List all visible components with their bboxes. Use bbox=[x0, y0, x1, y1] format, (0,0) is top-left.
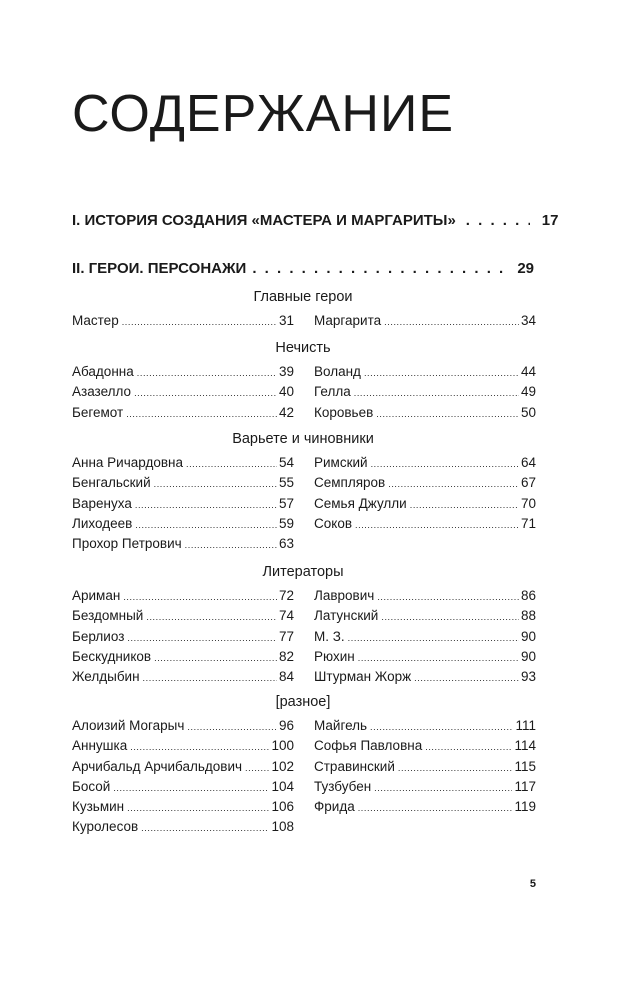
toc-entry-name: Аннушка bbox=[72, 738, 128, 754]
toc-entry-name: Арчибальд Арчибальдович bbox=[72, 758, 243, 774]
toc-entry-page: 44 bbox=[520, 364, 536, 379]
toc-entry-name: Ариман bbox=[72, 588, 121, 603]
toc-part-label: I. ИСТОРИЯ СОЗДАНИЯ «МАСТЕРА И МАРГАРИТЫ» bbox=[72, 212, 456, 229]
toc-entry-name: Фрида bbox=[314, 799, 355, 815]
toc-leader-dots bbox=[355, 515, 519, 535]
toc-leader-dots bbox=[137, 363, 277, 383]
toc-leader-dots bbox=[141, 818, 269, 838]
toc-entry-name: Анна Ричардовна bbox=[72, 455, 183, 470]
toc-leader-dots bbox=[425, 737, 512, 757]
toc-part-history[interactable] bbox=[72, 212, 559, 229]
toc-entry-page: 111 bbox=[515, 718, 536, 733]
toc-entry[interactable] bbox=[314, 382, 536, 402]
section-heading: Главные герои bbox=[253, 289, 353, 305]
toc-entry-page: 31 bbox=[278, 313, 294, 328]
toc-leader-dots bbox=[371, 454, 519, 474]
toc-leader-dots bbox=[398, 758, 513, 778]
toc-leader-dots bbox=[123, 587, 277, 607]
toc-entry-page: 67 bbox=[520, 475, 536, 491]
toc-entry-page: 90 bbox=[520, 648, 536, 664]
toc-entry-name: Стравинский bbox=[314, 758, 395, 774]
toc-entry[interactable] bbox=[72, 777, 294, 797]
toc-entry-page: 42 bbox=[278, 404, 294, 420]
toc-leader-dots bbox=[252, 260, 511, 277]
toc-entry[interactable] bbox=[72, 473, 294, 493]
toc-leader-dots bbox=[185, 535, 277, 555]
toc-entry-name: Штурман Жорж bbox=[314, 669, 412, 685]
toc-entry-name: Куролесов bbox=[72, 819, 139, 835]
toc-entry-page: 115 bbox=[514, 758, 536, 774]
toc-entry[interactable] bbox=[72, 627, 294, 647]
toc-column-right bbox=[314, 453, 536, 534]
toc-leader-dots bbox=[374, 778, 512, 798]
toc-leader-dots bbox=[348, 628, 519, 648]
toc-column-left bbox=[72, 716, 294, 838]
toc-entry-page: 77 bbox=[278, 628, 294, 644]
toc-entry[interactable] bbox=[314, 403, 536, 423]
toc-entry-name: Абадонна bbox=[72, 364, 134, 379]
toc-entry-page: 100 bbox=[271, 738, 294, 754]
toc-entry-name: Тузбубен bbox=[314, 778, 372, 794]
toc-entry-page: 49 bbox=[520, 384, 536, 400]
toc-entry-name: Мастер bbox=[72, 313, 119, 328]
toc-entry[interactable] bbox=[72, 362, 294, 382]
toc-entry-name: Гелла bbox=[314, 384, 351, 400]
toc-entry-name: Берлиоз bbox=[72, 628, 125, 644]
toc-entry-name: Рюхин bbox=[314, 648, 355, 664]
toc-entry-page: 114 bbox=[514, 738, 536, 754]
toc-entry-page: 84 bbox=[278, 669, 294, 685]
toc-entry[interactable] bbox=[72, 736, 294, 756]
toc-leader-dots bbox=[186, 454, 277, 474]
toc-entry-page: 64 bbox=[520, 455, 536, 470]
toc-leader-dots bbox=[370, 717, 513, 737]
toc-entry[interactable] bbox=[72, 757, 294, 777]
toc-leader-dots bbox=[122, 312, 277, 332]
toc-leader-dots bbox=[143, 668, 277, 688]
toc-entry-name: Бенгальский bbox=[72, 475, 151, 491]
toc-entry-page: 57 bbox=[278, 495, 294, 511]
toc-entry[interactable] bbox=[72, 606, 294, 626]
toc-entry-page: 74 bbox=[278, 608, 294, 624]
toc-entry-page: 119 bbox=[514, 799, 536, 815]
toc-leader-dots bbox=[113, 778, 269, 798]
toc-entry-name: Соков bbox=[314, 515, 352, 531]
toc-column-right bbox=[314, 586, 536, 687]
toc-leader-dots bbox=[358, 798, 513, 818]
toc-entry[interactable] bbox=[72, 647, 294, 667]
toc-entry-name: Бездомный bbox=[72, 608, 144, 624]
toc-entry-name: Лиходеев bbox=[72, 515, 133, 531]
toc-leader-dots bbox=[135, 515, 277, 535]
toc-entry-name: Лаврович bbox=[314, 588, 375, 603]
toc-entry-name: Майгель bbox=[314, 718, 368, 733]
toc-entry[interactable] bbox=[314, 647, 536, 667]
toc-leader-dots bbox=[146, 607, 277, 627]
toc-entry[interactable] bbox=[314, 736, 536, 756]
toc-leader-dots bbox=[384, 312, 519, 332]
toc-column-right bbox=[314, 362, 536, 423]
toc-entry-name: Бегемот bbox=[72, 404, 124, 420]
toc-entry[interactable] bbox=[72, 817, 294, 837]
toc-entry[interactable] bbox=[314, 777, 536, 797]
toc-entry-name: Латунский bbox=[314, 608, 379, 624]
toc-entry-name: Коровьев bbox=[314, 404, 374, 420]
toc-entry-name: Маргарита bbox=[314, 313, 382, 328]
toc-entry[interactable] bbox=[314, 311, 536, 331]
toc-part-characters[interactable] bbox=[72, 260, 534, 277]
toc-entry[interactable] bbox=[72, 494, 294, 514]
toc-leader-dots bbox=[388, 474, 519, 494]
toc-leader-dots bbox=[466, 212, 530, 229]
toc-leader-dots bbox=[414, 668, 519, 688]
toc-entry-page: 88 bbox=[520, 608, 536, 624]
toc-entry[interactable] bbox=[72, 534, 294, 554]
toc-entry[interactable] bbox=[72, 403, 294, 423]
toc-entry[interactable] bbox=[314, 494, 536, 514]
page-number: 5 bbox=[529, 878, 536, 890]
toc-column-left bbox=[72, 453, 294, 554]
toc-column-left bbox=[72, 311, 294, 331]
toc-leader-dots bbox=[358, 648, 519, 668]
toc-leader-dots bbox=[364, 363, 519, 383]
toc-entry[interactable] bbox=[314, 716, 536, 736]
toc-column-left bbox=[72, 362, 294, 423]
toc-leader-dots bbox=[127, 798, 269, 818]
toc-entry[interactable] bbox=[314, 473, 536, 493]
toc-entry-name: Бескудников bbox=[72, 648, 152, 664]
toc-entry-name: Римский bbox=[314, 455, 368, 470]
toc-entry-name: Воланд bbox=[314, 364, 361, 379]
toc-part-label: II. ГЕРОИ. ПЕРСОНАЖИ bbox=[72, 260, 247, 277]
toc-entry-page: 117 bbox=[514, 778, 536, 794]
section-heading: [разное] bbox=[275, 694, 331, 710]
toc-entry[interactable] bbox=[72, 586, 294, 606]
toc-leader-dots bbox=[127, 628, 277, 648]
toc-entry-page: 82 bbox=[278, 648, 294, 664]
section-heading: Литераторы bbox=[262, 564, 344, 580]
toc-entry[interactable] bbox=[314, 797, 536, 817]
toc-entry-page: 39 bbox=[278, 364, 294, 379]
toc-entry[interactable] bbox=[72, 716, 294, 736]
toc-entry-page: 108 bbox=[271, 819, 294, 835]
toc-leader-dots bbox=[381, 607, 519, 627]
toc-entry[interactable] bbox=[314, 453, 536, 473]
toc-entry-page: 59 bbox=[278, 515, 294, 531]
toc-entry-name: Варенуха bbox=[72, 495, 132, 511]
toc-entry-page: 71 bbox=[520, 515, 536, 531]
toc-entry[interactable] bbox=[314, 606, 536, 626]
toc-leader-dots bbox=[126, 404, 277, 424]
toc-entry-page: 104 bbox=[271, 778, 294, 794]
toc-leader-dots bbox=[154, 474, 277, 494]
toc-entry-name: М. З. bbox=[314, 628, 345, 644]
toc-entry[interactable] bbox=[314, 627, 536, 647]
toc-entry[interactable] bbox=[314, 514, 536, 534]
toc-column-right bbox=[314, 716, 536, 817]
toc-entry-page: 40 bbox=[278, 384, 294, 400]
toc-entry-page: 90 bbox=[520, 628, 536, 644]
toc-entry-page: 102 bbox=[271, 758, 294, 774]
toc-entry-page: 106 bbox=[271, 799, 294, 815]
page-title: СОДЕРЖАНИЕ bbox=[72, 85, 455, 143]
toc-leader-dots bbox=[377, 587, 519, 607]
toc-entry-name: Семья Джулли bbox=[314, 495, 407, 511]
toc-leader-dots bbox=[410, 495, 519, 515]
toc-entry[interactable] bbox=[72, 667, 294, 687]
toc-entry[interactable] bbox=[72, 382, 294, 402]
toc-entry-name: Кузьмин bbox=[72, 799, 125, 815]
toc-leader-dots bbox=[245, 758, 269, 778]
toc-leader-dots bbox=[354, 383, 519, 403]
toc-leader-dots bbox=[134, 383, 277, 403]
toc-entry[interactable] bbox=[314, 586, 536, 606]
section-heading: Варьете и чиновники bbox=[232, 431, 374, 447]
toc-entry[interactable] bbox=[72, 797, 294, 817]
toc-entry-name: Софья Павловна bbox=[314, 738, 423, 754]
toc-entry[interactable] bbox=[72, 311, 294, 331]
toc-entry-name: Прохор Петрович bbox=[72, 536, 182, 552]
toc-entry-page: 50 bbox=[520, 404, 536, 420]
toc-entry-page: 63 bbox=[278, 536, 294, 552]
toc-entry[interactable] bbox=[72, 453, 294, 473]
toc-entry[interactable] bbox=[314, 757, 536, 777]
toc-leader-dots bbox=[376, 404, 519, 424]
toc-entry-page: 70 bbox=[520, 495, 536, 511]
toc-entry-page: 72 bbox=[278, 588, 294, 603]
toc-entry-name: Алоизий Могарыч bbox=[72, 718, 185, 733]
toc-entry-name: Босой bbox=[72, 778, 111, 794]
toc-part-page: 29 bbox=[517, 260, 534, 277]
toc-entry-page: 34 bbox=[520, 313, 536, 328]
toc-column-left bbox=[72, 586, 294, 687]
toc-leader-dots bbox=[135, 495, 277, 515]
toc-part-page: 17 bbox=[541, 212, 559, 229]
toc-entry-page: 93 bbox=[520, 669, 536, 685]
toc-column-right bbox=[314, 311, 536, 331]
toc-entry[interactable] bbox=[314, 362, 536, 382]
toc-entry-name: Желдыбин bbox=[72, 669, 140, 685]
toc-entry[interactable] bbox=[314, 667, 536, 687]
toc-entry[interactable] bbox=[72, 514, 294, 534]
toc-entry-name: Семпляров bbox=[314, 475, 386, 491]
toc-entry-page: 96 bbox=[278, 718, 294, 733]
toc-entry-page: 55 bbox=[278, 475, 294, 491]
toc-entry-name: Азазелло bbox=[72, 384, 132, 400]
section-heading: Нечисть bbox=[275, 340, 331, 356]
toc-entry-page: 86 bbox=[520, 588, 536, 603]
toc-leader-dots bbox=[187, 717, 277, 737]
toc-leader-dots bbox=[130, 737, 269, 757]
toc-entry-page: 54 bbox=[278, 455, 294, 470]
toc-leader-dots bbox=[154, 648, 277, 668]
